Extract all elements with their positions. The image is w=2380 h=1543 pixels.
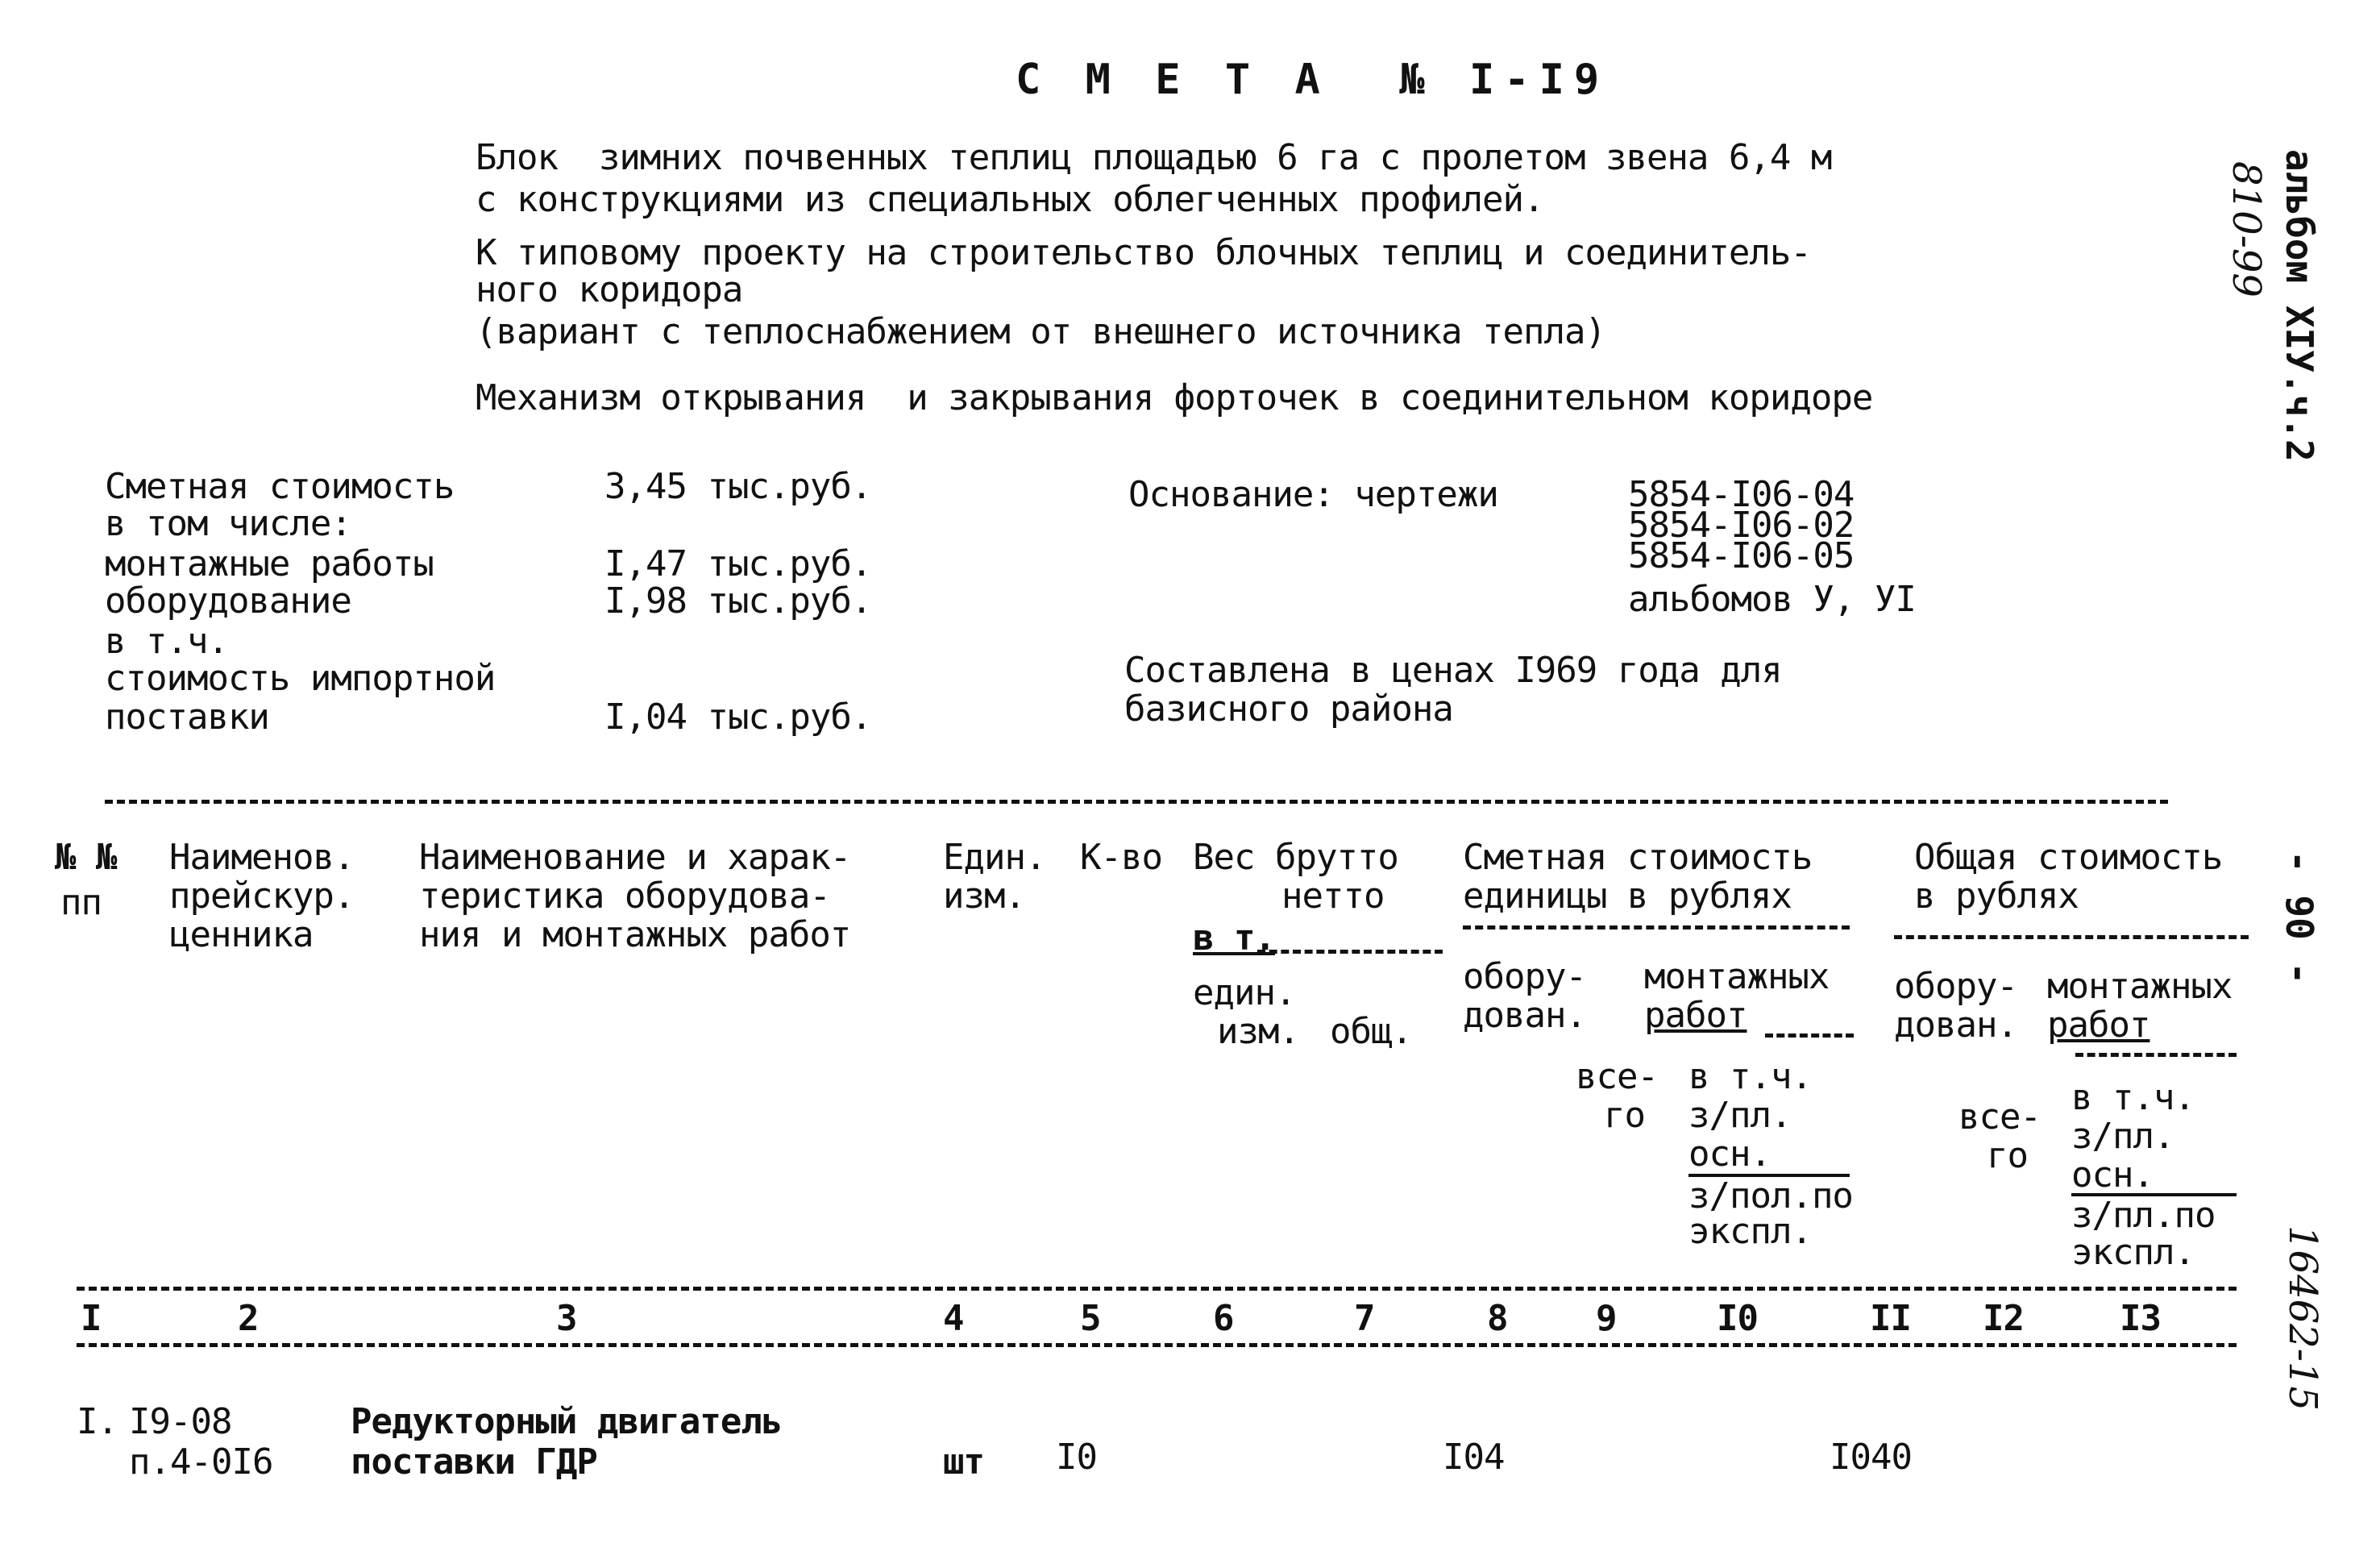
prices-note: Составлена в ценах I969 года для xyxy=(1124,650,1782,691)
header-weight: Вес брутто xyxy=(1193,837,1398,878)
document-title: С М Е Т А № I-I9 xyxy=(1016,56,1610,104)
header-weight: нетто xyxy=(1281,875,1385,917)
header-total-cost: з/пл. xyxy=(2071,1116,2174,1157)
intro-line: Блок зимних почвенных теплиц площадью 6 га с пролетом звена 6,4 м xyxy=(476,137,1832,178)
summary-label: в т.ч. xyxy=(105,621,228,662)
header-total-cost: осн. xyxy=(2071,1154,2154,1196)
header-weight: общ. xyxy=(1330,1011,1412,1052)
summary-label: поставки xyxy=(105,697,269,738)
header-weight-unit: в т. xyxy=(1193,917,1275,959)
column-number: 2 xyxy=(238,1298,259,1339)
header-name: теристика оборудова- xyxy=(419,875,830,917)
margin-album-label: альбом ХIУ.ч.2 xyxy=(2278,149,2321,462)
header-num: пп xyxy=(60,882,102,923)
row-pricelist: п.4-0I6 xyxy=(129,1441,273,1483)
header-total-cost: в т.ч. xyxy=(2071,1077,2195,1118)
header-total-cost: работ xyxy=(2047,1004,2150,1046)
intro-line: (вариант с теплоснабжением от внешнего источника тепла) xyxy=(476,311,1605,352)
header-unit: изм. xyxy=(943,875,1025,917)
header-unit-cost: обору- xyxy=(1463,956,1586,997)
header-unit-cost: з/пол.по xyxy=(1688,1175,1853,1217)
header-total-cost: все- xyxy=(1958,1096,2041,1137)
header-pricelist: ценника xyxy=(169,914,314,955)
column-number: 7 xyxy=(1354,1298,1375,1339)
header-separator xyxy=(2075,1053,2237,1057)
intro-line: К типовому проекту на строительство блочных теплиц и соединитель- xyxy=(476,232,1811,273)
summary-label: монтажные работы xyxy=(105,543,434,584)
header-name: ния и монтажных работ xyxy=(419,914,851,955)
header-separator xyxy=(1463,925,1850,930)
table-top-separator xyxy=(105,800,2168,804)
header-total-cost: дован. xyxy=(1894,1004,2017,1046)
summary-value-equipment: I,98 тыс.руб. xyxy=(604,580,872,622)
column-number: 4 xyxy=(943,1298,964,1339)
header-separator xyxy=(1894,935,2249,939)
summary-label: стоимость импортной xyxy=(105,658,496,699)
basis-drawing: 5854-I06-04 xyxy=(1628,474,1855,515)
row-unit-equipment-cost: I04 xyxy=(1443,1437,1505,1478)
header-total-cost: экспл. xyxy=(2071,1232,2195,1273)
row-name: поставки ГДР xyxy=(351,1441,597,1483)
header-unit-cost: все- xyxy=(1576,1056,1658,1097)
summary-value-install: I,47 тыс.руб. xyxy=(604,543,872,584)
header-num: № № xyxy=(55,837,117,878)
column-number: II xyxy=(1870,1298,1911,1339)
column-number: I3 xyxy=(2120,1298,2161,1339)
basis-drawing: 5854-I06-05 xyxy=(1628,535,1855,576)
header-total-cost: го xyxy=(1987,1135,2028,1176)
basis-label: Основание: чертежи xyxy=(1128,474,1498,515)
row-unit: шт xyxy=(943,1441,984,1483)
header-unit-cost: Сметная стоимость xyxy=(1463,837,1813,878)
header-total-cost: монтажных xyxy=(2047,966,2233,1007)
header-unit-cost: работ xyxy=(1644,995,1747,1036)
header-pricelist: Наименов. xyxy=(169,837,355,878)
intro-line: ного коридора xyxy=(476,269,743,310)
column-number: 9 xyxy=(1596,1298,1617,1339)
header-unit-cost: з/пл. xyxy=(1688,1095,1792,1136)
margin-handwritten-code: 810-99 xyxy=(2224,161,2269,297)
header-unit-cost: го xyxy=(1604,1095,1645,1136)
header-weight: изм. xyxy=(1217,1011,1299,1052)
row-quantity: I0 xyxy=(1056,1437,1097,1478)
column-number: I xyxy=(81,1298,102,1339)
column-number: 5 xyxy=(1080,1298,1101,1339)
header-unit-cost: единицы в рублях xyxy=(1463,875,1792,917)
summary-value-total: 3,45 тыс.руб. xyxy=(604,466,872,507)
row-name: Редукторный двигатель xyxy=(351,1401,783,1442)
summary-label: Сметная стоимость xyxy=(105,466,455,507)
header-unit-cost: дован. xyxy=(1463,995,1586,1036)
header-unit: Един. xyxy=(943,837,1046,878)
intro-line: с конструкциями из специальных облегченных профилей. xyxy=(476,179,1544,220)
column-number: I0 xyxy=(1717,1298,1758,1339)
header-qty: К-во xyxy=(1080,837,1162,878)
summary-label: в том числе: xyxy=(105,503,351,544)
prices-note: базисного района xyxy=(1124,688,1453,730)
column-number: I2 xyxy=(1983,1298,2024,1339)
header-pricelist: прейскур. xyxy=(169,875,355,917)
column-number: 3 xyxy=(556,1298,577,1339)
header-weight: един. xyxy=(1193,972,1296,1013)
summary-label: оборудование xyxy=(105,580,351,622)
column-number: 6 xyxy=(1213,1298,1234,1339)
margin-handwritten-ref: 16462-15 xyxy=(2280,1225,2325,1411)
basis-albums: альбомов У, УI xyxy=(1628,579,1916,620)
row-pricelist: I9-08 xyxy=(129,1401,232,1442)
margin-page-number: - 90 - xyxy=(2278,851,2321,985)
column-number: 8 xyxy=(1487,1298,1508,1339)
summary-value-import: I,04 тыс.руб. xyxy=(604,697,872,738)
column-numbers-top-separator xyxy=(77,1287,2237,1291)
row-total-equipment-cost: I040 xyxy=(1830,1437,1912,1478)
header-unit-cost: осн. xyxy=(1688,1133,1771,1175)
header-separator xyxy=(1257,950,1443,954)
header-total-cost: Общая стоимость xyxy=(1914,837,2223,878)
column-numbers-bottom-separator xyxy=(77,1343,2237,1347)
basis-drawing: 5854-I06-02 xyxy=(1628,505,1855,546)
header-name: Наименование и харак- xyxy=(419,837,851,878)
header-unit-cost: монтажных xyxy=(1644,956,1830,997)
header-separator xyxy=(1765,1034,1854,1038)
row-number: I. xyxy=(77,1401,118,1442)
header-total-cost: в рублях xyxy=(1914,875,2079,917)
intro-mechanism-line: Механизм открывания и закрывания форточек в соединительном коридоре xyxy=(476,377,1873,418)
header-unit-cost: в т.ч. xyxy=(1688,1056,1812,1097)
header-unit-cost: экспл. xyxy=(1688,1211,1812,1252)
header-total-cost: обору- xyxy=(1894,966,2017,1007)
header-total-cost: з/пл.по xyxy=(2071,1195,2216,1236)
